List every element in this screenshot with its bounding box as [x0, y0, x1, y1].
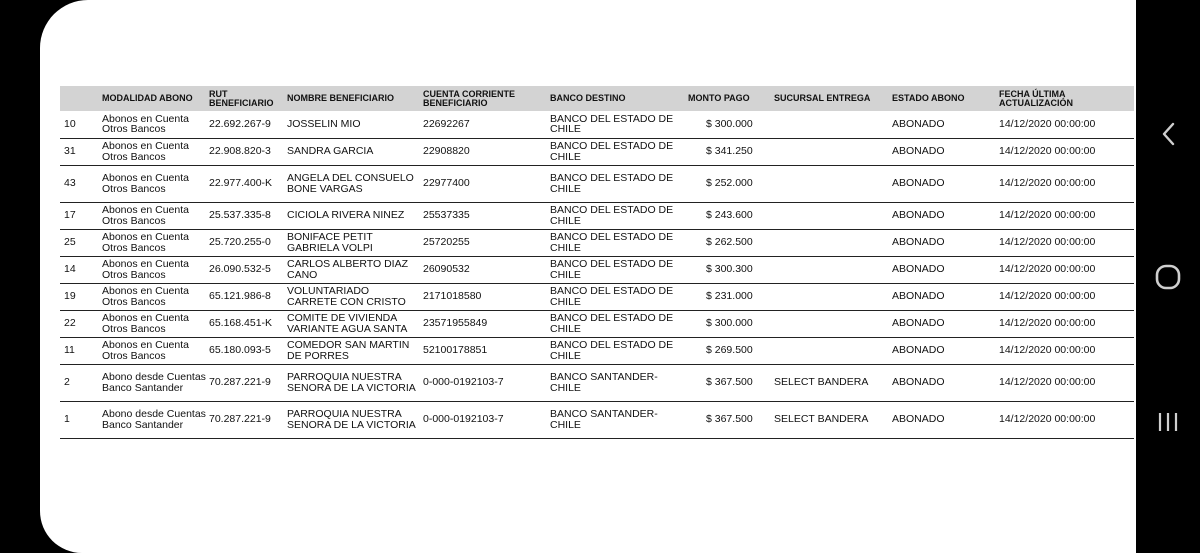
row-monto: $ 243.600 [706, 209, 753, 222]
row-num: 19 [64, 290, 76, 303]
payments-table [60, 86, 1134, 439]
header-monto: MONTO PAGO [688, 93, 750, 104]
row-monto: $ 262.500 [706, 236, 753, 249]
header-sucursal: SUCURSAL ENTREGA [774, 93, 871, 104]
row-cuenta: 25537335 [423, 209, 470, 222]
row-modalidad: Abonos en Cuenta Otros Bancos [102, 285, 189, 308]
row-rut: 70.287.221-9 [209, 413, 271, 426]
document-page [40, 0, 1136, 553]
row-rut: 65.121.986-8 [209, 290, 271, 303]
row-num: 1 [64, 413, 70, 426]
row-estado: ABONADO [892, 376, 945, 389]
row-banco: BANCO DEL ESTADO DE CHILE [550, 258, 674, 281]
row-estado: ABONADO [892, 177, 945, 190]
row-cuenta: 2171018580 [423, 290, 482, 303]
header-fecha: FECHA ÚLTIMA ACTUALIZACIÓN [999, 88, 1073, 108]
row-sucursal [772, 229, 890, 256]
row-nombre: PARROQUIA NUESTRA SENORA DE LA VICTORIA [287, 371, 416, 394]
row-rut: 22.692.267-9 [209, 118, 271, 130]
row-modalidad: Abonos en Cuenta Otros Bancos [102, 231, 189, 254]
row-num: 10 [64, 118, 76, 130]
row-sucursal [772, 202, 890, 229]
row-nombre: CICIOLA RIVERA NINEZ [287, 209, 405, 222]
row-estado: ABONADO [892, 263, 945, 276]
row-banco: BANCO DEL ESTADO DE CHILE [550, 231, 674, 254]
row-num: 11 [64, 344, 75, 357]
row-fecha: 14/12/2020 00:00:00 [999, 290, 1096, 303]
row-estado: ABONADO [892, 290, 945, 303]
table-row [60, 337, 1134, 364]
back-button[interactable] [1148, 114, 1188, 154]
row-banco: BANCO DEL ESTADO DE CHILE [550, 285, 674, 308]
row-nombre: BONIFACE PETIT GABRIELA VOLPI [287, 231, 373, 254]
table-header-row [60, 86, 1134, 111]
table-row [60, 202, 1134, 229]
table-row [60, 364, 1134, 401]
row-sucursal [772, 138, 890, 165]
row-num: 2 [64, 376, 70, 389]
recent-apps-icon [1148, 402, 1188, 442]
header-nombre: NOMBRE BENEFICIARIO [287, 93, 395, 104]
row-monto: $ 367.500 [706, 413, 753, 426]
row-banco: BANCO DEL ESTADO DE CHILE [550, 112, 674, 136]
row-num: 31 [64, 145, 76, 158]
row-nombre: VOLUNTARIADO CARRETE CON CRISTO [287, 285, 406, 308]
row-nombre: ANGELA DEL CONSUELO BONE VARGAS [287, 172, 414, 195]
row-modalidad: Abonos en Cuenta Otros Bancos [102, 112, 189, 136]
row-cuenta: 0-000-0192103-7 [423, 413, 504, 426]
row-monto: $ 300.000 [706, 118, 753, 130]
row-estado: ABONADO [892, 236, 945, 249]
row-cuenta: 22977400 [423, 177, 470, 190]
header-cuenta: CUENTA CORRIENTE BENEFICIARIO [423, 88, 515, 108]
row-modalidad: Abono desde Cuentas Banco Santander [102, 408, 206, 431]
row-num: 14 [64, 263, 76, 276]
row-sucursal [772, 165, 890, 202]
row-cuenta: 52100178851 [423, 344, 488, 357]
table-row [60, 283, 1134, 310]
row-modalidad: Abonos en Cuenta Otros Bancos [102, 204, 189, 227]
header-estado: ESTADO ABONO [892, 93, 965, 104]
table-row [60, 401, 1134, 438]
row-cuenta: 26090532 [423, 263, 470, 276]
row-banco: BANCO SANTANDER-CHILE [550, 408, 658, 431]
row-monto: $ 269.500 [706, 344, 753, 357]
row-fecha: 14/12/2020 00:00:00 [999, 236, 1096, 249]
row-estado: ABONADO [892, 118, 945, 130]
row-sucursal [772, 283, 890, 310]
home-circle-icon [1148, 257, 1188, 297]
header-modalidad: MODALIDAD ABONO [102, 93, 193, 104]
row-modalidad: Abonos en Cuenta Otros Bancos [102, 339, 189, 362]
row-monto: $ 300.000 [706, 317, 753, 330]
row-banco: BANCO SANTANDER-CHILE [550, 371, 658, 394]
row-nombre: JOSSELIN MIO [287, 118, 361, 130]
row-rut: 25.720.255-0 [209, 236, 271, 249]
row-modalidad: Abonos en Cuenta Otros Bancos [102, 140, 189, 163]
row-nombre: PARROQUIA NUESTRA SENORA DE LA VICTORIA [287, 408, 416, 431]
row-rut: 70.287.221-9 [209, 376, 271, 389]
row-banco: BANCO DEL ESTADO DE CHILE [550, 312, 674, 335]
row-num: 25 [64, 236, 76, 249]
header-num [60, 86, 100, 111]
table-row [60, 138, 1134, 165]
row-rut: 65.168.451-K [209, 317, 273, 330]
row-rut: 22.977.400-K [209, 177, 273, 190]
row-nombre: COMITE DE VIVIENDA VARIANTE AGUA SANTA [287, 312, 408, 335]
table-body [60, 111, 1134, 438]
android-nav-bar [1136, 0, 1200, 553]
row-fecha: 14/12/2020 00:00:00 [999, 209, 1096, 222]
row-rut: 22.908.820-3 [209, 145, 271, 158]
table-row [60, 229, 1134, 256]
row-banco: BANCO DEL ESTADO DE CHILE [550, 172, 674, 195]
home-button[interactable] [1148, 257, 1188, 297]
row-sucursal [772, 256, 890, 283]
row-fecha: 14/12/2020 00:00:00 [999, 413, 1096, 426]
row-nombre: COMEDOR SAN MARTIN DE PORRES [287, 339, 410, 362]
table-row [60, 111, 1134, 138]
row-fecha: 14/12/2020 00:00:00 [999, 344, 1096, 357]
header-rut: RUT BENEFICIARIO [209, 88, 274, 108]
row-nombre: CARLOS ALBERTO DIAZ CANO [287, 258, 408, 281]
row-cuenta: 22908820 [423, 145, 470, 158]
recent-apps-button[interactable] [1148, 402, 1188, 442]
row-monto: $ 300.300 [706, 263, 753, 276]
row-cuenta: 23571955849 [423, 317, 488, 330]
row-fecha: 14/12/2020 00:00:00 [999, 118, 1096, 130]
row-cuenta: 25720255 [423, 236, 470, 249]
row-num: 43 [64, 177, 76, 190]
row-monto: $ 367.500 [706, 376, 753, 389]
chevron-left-icon [1148, 114, 1188, 154]
row-sucursal [772, 310, 890, 337]
row-rut: 65.180.093-5 [209, 344, 271, 357]
row-fecha: 14/12/2020 00:00:00 [999, 145, 1096, 158]
table-row [60, 256, 1134, 283]
row-banco: BANCO DEL ESTADO DE CHILE [550, 140, 674, 163]
row-fecha: 14/12/2020 00:00:00 [999, 317, 1096, 330]
row-nombre: SANDRA GARCIA [287, 145, 374, 158]
row-monto: $ 252.000 [706, 177, 753, 190]
row-rut: 25.537.335-8 [209, 209, 271, 222]
header-banco: BANCO DESTINO [550, 93, 626, 104]
row-fecha: 14/12/2020 00:00:00 [999, 376, 1096, 389]
row-banco: BANCO DEL ESTADO DE CHILE [550, 204, 674, 227]
row-estado: ABONADO [892, 145, 945, 158]
table-row [60, 165, 1134, 202]
table-row [60, 310, 1134, 337]
row-estado: ABONADO [892, 209, 945, 222]
row-sucursal: SELECT BANDERA [774, 413, 869, 426]
row-rut: 26.090.532-5 [209, 263, 271, 276]
row-cuenta: 22692267 [423, 118, 470, 130]
row-banco: BANCO DEL ESTADO DE CHILE [550, 339, 674, 362]
row-sucursal [772, 337, 890, 364]
row-num: 17 [64, 209, 76, 222]
row-monto: $ 341.250 [706, 145, 753, 158]
row-estado: ABONADO [892, 317, 945, 330]
row-modalidad: Abonos en Cuenta Otros Bancos [102, 172, 189, 195]
row-sucursal: SELECT BANDERA [774, 376, 869, 389]
row-fecha: 14/12/2020 00:00:00 [999, 263, 1096, 276]
row-estado: ABONADO [892, 344, 945, 357]
row-fecha: 14/12/2020 00:00:00 [999, 177, 1096, 190]
row-monto: $ 231.000 [706, 290, 753, 303]
row-modalidad: Abonos en Cuenta Otros Bancos [102, 312, 189, 335]
row-modalidad: Abonos en Cuenta Otros Bancos [102, 258, 189, 281]
row-num: 22 [64, 317, 76, 330]
row-modalidad: Abono desde Cuentas Banco Santander [102, 371, 206, 394]
row-estado: ABONADO [892, 413, 945, 426]
row-cuenta: 0-000-0192103-7 [423, 376, 504, 389]
row-sucursal [772, 111, 890, 138]
